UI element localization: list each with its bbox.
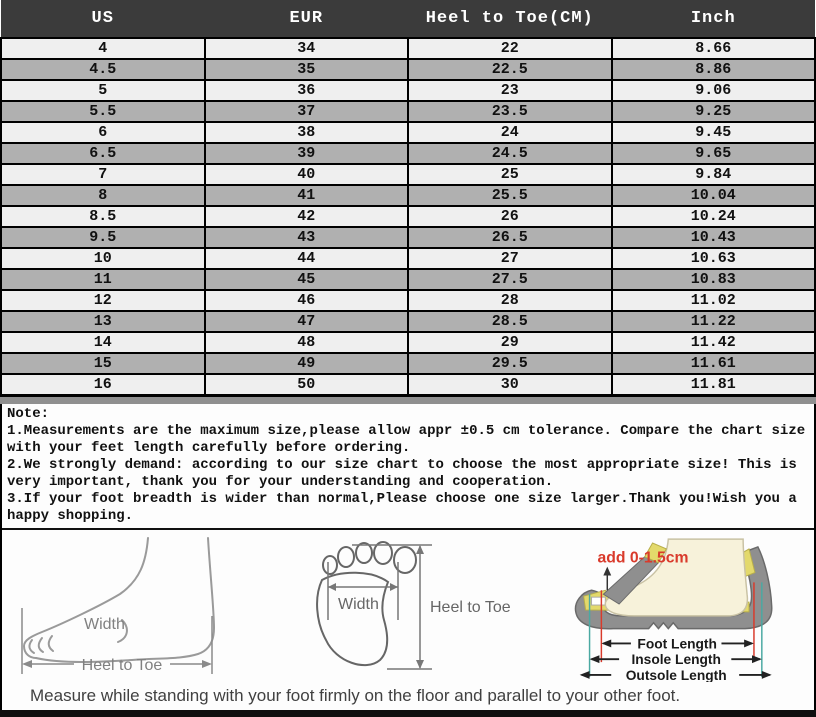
notes-list <box>7 423 809 525</box>
arrow-right-icon <box>202 660 212 668</box>
size-cell: 47 <box>205 311 409 332</box>
table-row <box>1 248 815 269</box>
size-cell: 5 <box>1 80 205 101</box>
size-cell: 44 <box>205 248 409 269</box>
size-cell: 40 <box>205 164 409 185</box>
size-cell: 48 <box>205 332 409 353</box>
size-cell: 46 <box>205 290 409 311</box>
size-cell: 11.61 <box>612 353 816 374</box>
table-row <box>1 80 815 101</box>
arrow-right-icon <box>762 671 772 679</box>
size-cell: 27 <box>408 248 612 269</box>
top-length-label: Heel to Toe <box>430 599 511 616</box>
size-cell: 29.5 <box>408 353 612 374</box>
size-cell: 8.5 <box>1 206 205 227</box>
arrow-up-icon <box>603 567 611 576</box>
size-cell: 16 <box>1 374 205 395</box>
column-header: Inch <box>612 0 816 38</box>
bottom-bar <box>0 710 816 717</box>
insole-length-label: Insole Length <box>631 652 721 668</box>
measuring-instruction: Measure while standing with your foot firmly on the floor and parallel to your other foot. <box>30 686 681 705</box>
size-cell: 5.5 <box>1 101 205 122</box>
size-cell: 9.25 <box>612 101 816 122</box>
size-cell: 39 <box>205 143 409 164</box>
foot-length-label: Foot Length <box>637 636 717 652</box>
table-row <box>1 311 815 332</box>
arrow-right-icon <box>752 655 762 663</box>
size-cell: 8.66 <box>612 38 816 59</box>
arrow-left-icon <box>328 583 336 591</box>
size-cell: 11.81 <box>612 374 816 395</box>
size-cell: 24.5 <box>408 143 612 164</box>
size-cell: 50 <box>205 374 409 395</box>
arrow-right-icon <box>744 639 754 647</box>
size-cell: 9.06 <box>612 80 816 101</box>
column-header: US <box>1 0 205 38</box>
size-cell: 11.02 <box>612 290 816 311</box>
size-cell: 22 <box>408 38 612 59</box>
size-cell: 30 <box>408 374 612 395</box>
toe-notch-shape <box>592 597 606 605</box>
size-cell: 8.86 <box>612 59 816 80</box>
size-cell: 23 <box>408 80 612 101</box>
notes-section <box>2 404 814 530</box>
size-cell: 13 <box>1 311 205 332</box>
size-cell: 28 <box>408 290 612 311</box>
table-row <box>1 143 815 164</box>
size-cell: 43 <box>205 227 409 248</box>
size-cell: 15 <box>1 353 205 374</box>
arrow-down-icon <box>416 660 424 669</box>
arrow-up-icon <box>416 545 424 554</box>
size-cell: 10 <box>1 248 205 269</box>
size-cell: 11.22 <box>612 311 816 332</box>
side-width-label: Width <box>84 616 125 633</box>
size-cell: 27.5 <box>408 269 612 290</box>
table-row <box>1 269 815 290</box>
top-width-label: Width <box>338 596 379 613</box>
size-table-header-row <box>1 0 815 38</box>
size-cell: 10.63 <box>612 248 816 269</box>
arrow-left-icon <box>590 655 600 663</box>
table-row <box>1 374 815 395</box>
note-item: 3.If your foot breadth is wider than normal,Please choose one size larger.Thank you!Wish you a happy shopping. <box>7 491 797 524</box>
arrow-left-icon <box>580 671 590 679</box>
size-cell: 9.45 <box>612 122 816 143</box>
size-cell: 11 <box>1 269 205 290</box>
size-cell: 7 <box>1 164 205 185</box>
table-row <box>1 185 815 206</box>
size-cell: 9.65 <box>612 143 816 164</box>
add-allowance-label: add 0-1.5cm <box>597 549 689 567</box>
size-cell: 45 <box>205 269 409 290</box>
table-row <box>1 38 815 59</box>
size-cell: 38 <box>205 122 409 143</box>
measurement-diagrams <box>2 530 814 680</box>
size-cell: 10.24 <box>612 206 816 227</box>
size-cell: 49 <box>205 353 409 374</box>
size-cell: 24 <box>408 122 612 143</box>
table-bottom-strip <box>0 396 816 404</box>
table-row <box>1 290 815 311</box>
note-item: 1.Measurements are the maximum size,please allow appr ±0.5 cm tolerance. Compare the chart size with your feet length carefully before ordering. <box>7 423 806 456</box>
column-header: EUR <box>205 0 409 38</box>
table-row <box>1 353 815 374</box>
size-cell: 34 <box>205 38 409 59</box>
table-row <box>1 59 815 80</box>
size-cell: 4 <box>1 38 205 59</box>
size-cell: 9.5 <box>1 227 205 248</box>
size-cell: 6.5 <box>1 143 205 164</box>
size-cell: 23.5 <box>408 101 612 122</box>
outsole-length-label: Outsole Length <box>625 667 727 682</box>
size-cell: 10.43 <box>612 227 816 248</box>
size-table-body <box>1 38 815 395</box>
size-cell: 10.83 <box>612 269 816 290</box>
arrow-left-icon <box>22 660 32 668</box>
size-cell: 37 <box>205 101 409 122</box>
table-row <box>1 332 815 353</box>
size-cell: 22.5 <box>408 59 612 80</box>
foot-top-view-diagram <box>292 532 562 680</box>
size-cell: 4.5 <box>1 59 205 80</box>
size-cell: 29 <box>408 332 612 353</box>
lower-box <box>0 404 816 710</box>
foot-side-view-diagram <box>2 532 292 680</box>
table-row <box>1 101 815 122</box>
size-cell: 25 <box>408 164 612 185</box>
size-cell: 35 <box>205 59 409 80</box>
size-cell: 14 <box>1 332 205 353</box>
size-cell: 9.84 <box>612 164 816 185</box>
size-cell: 25.5 <box>408 185 612 206</box>
size-cell: 11.42 <box>612 332 816 353</box>
size-cell: 41 <box>205 185 409 206</box>
shoe-length-diagram <box>562 532 814 682</box>
size-cell: 42 <box>205 206 409 227</box>
size-cell: 12 <box>1 290 205 311</box>
column-header: Heel to Toe(CM) <box>408 0 612 38</box>
arrow-right-icon <box>390 583 398 591</box>
notes-title: Note: <box>7 406 50 422</box>
table-row <box>1 122 815 143</box>
size-cell: 8 <box>1 185 205 206</box>
table-row <box>1 206 815 227</box>
note-item: 2.We strongly demand: according to our size chart to choose the most appropriate size! This is very important, thank you for your understanding and cooperation. <box>7 457 797 490</box>
size-cell: 26 <box>408 206 612 227</box>
size-cell: 36 <box>205 80 409 101</box>
size-cell: 26.5 <box>408 227 612 248</box>
table-row <box>1 227 815 248</box>
arrow-left-icon <box>601 639 611 647</box>
size-cell: 28.5 <box>408 311 612 332</box>
side-length-label: Heel to Toe <box>81 657 163 674</box>
size-cell: 10.04 <box>612 185 816 206</box>
size-cell: 6 <box>1 122 205 143</box>
table-row <box>1 164 815 185</box>
